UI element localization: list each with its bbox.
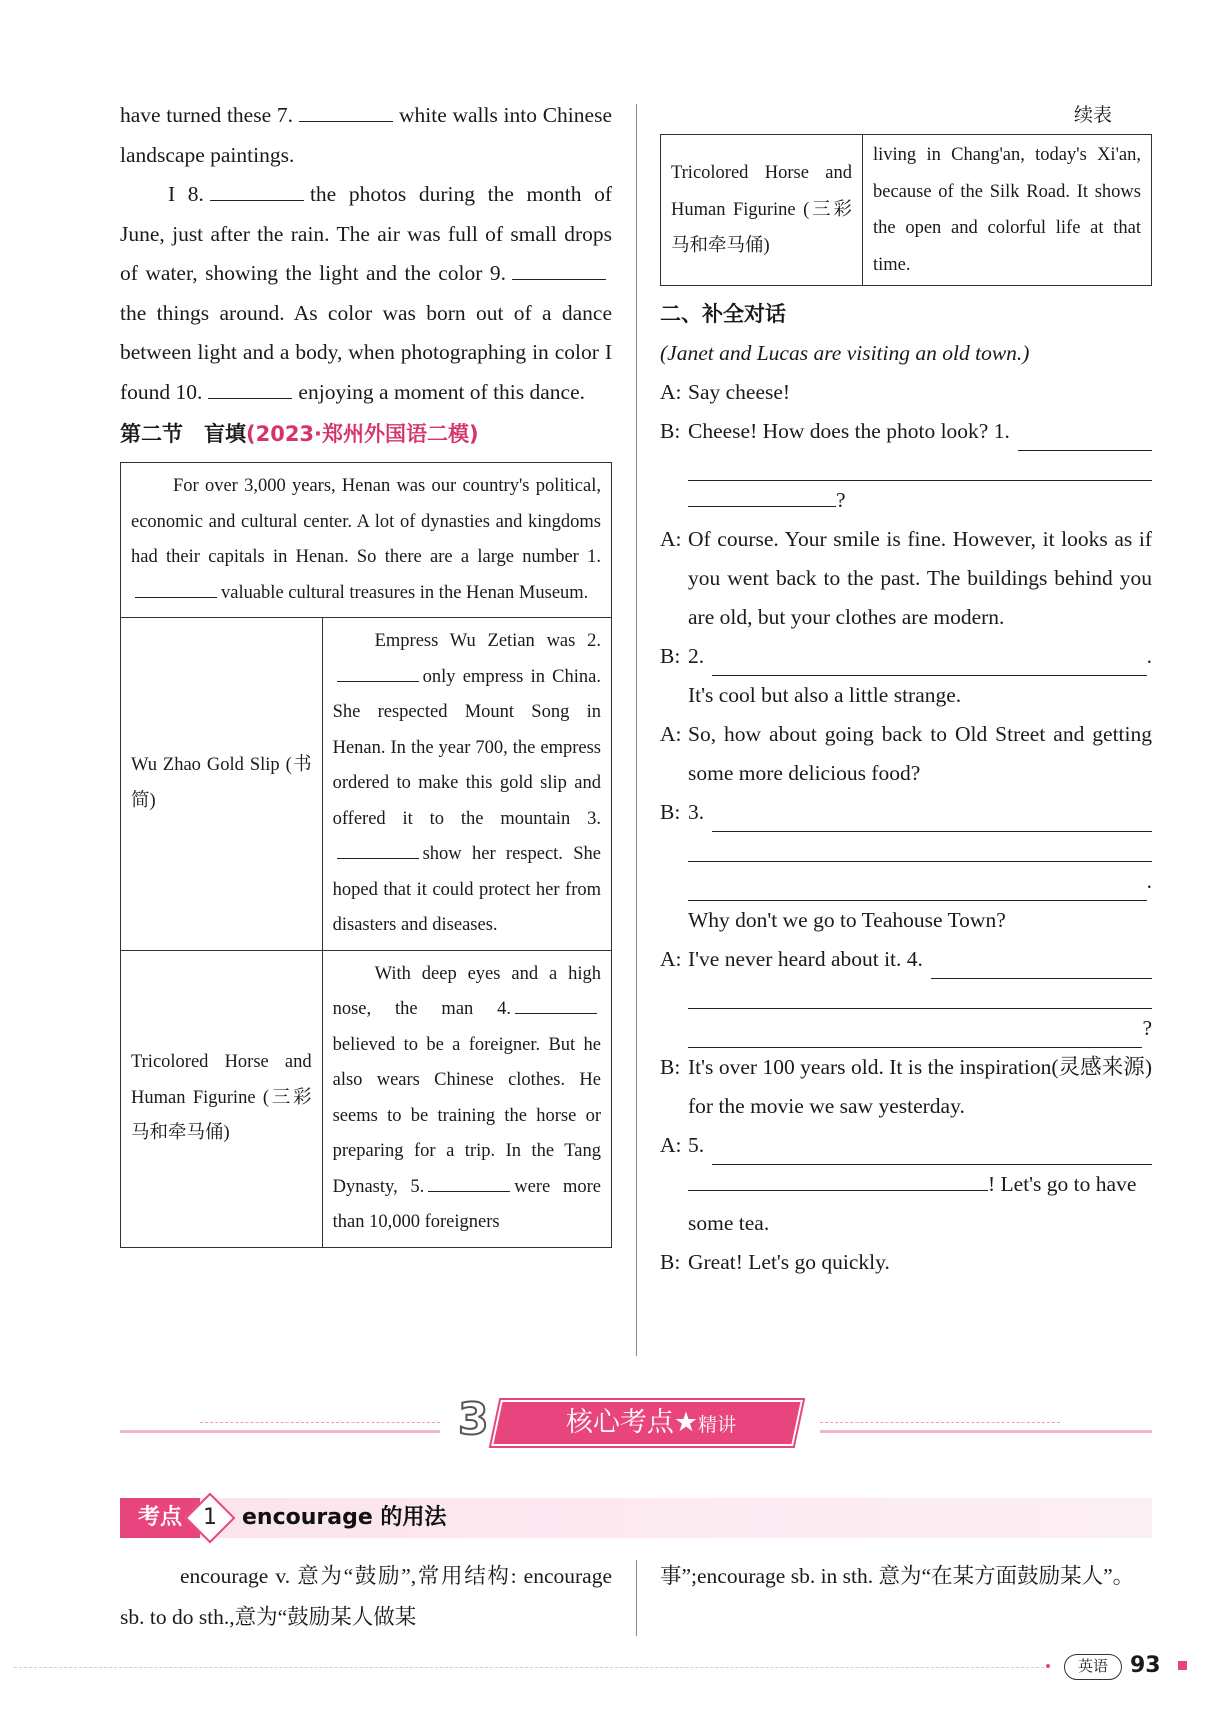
text: the photos during the month of June, just after the rain. The air was full of small drops of water, showing the light and the color 9.	[120, 182, 612, 285]
dialogue-line	[660, 481, 1152, 520]
text: valuable cultural treasures in the Henan Museum.	[221, 582, 589, 603]
text: show her respect. She hoped that it could protect her from disasters and diseases.	[332, 844, 601, 935]
speaker-label: B:	[660, 644, 681, 668]
banner-line-right	[820, 1430, 1152, 1433]
core-points-banner	[120, 1392, 1152, 1454]
table-blank-5[interactable]	[428, 1174, 510, 1192]
dialogue-text: Of course. Your smile is fine. However, it looks as if you went back to the past. The buildings behind you are old, but your clothes are modern.	[688, 527, 1152, 629]
key-point-bar	[120, 1498, 1152, 1538]
dialogue-line	[660, 1243, 1152, 1282]
punctuation: ?	[836, 488, 846, 512]
dialogue-text: ! Let's go to have some tea.	[688, 1172, 1137, 1235]
text: have turned these 7.	[120, 103, 293, 127]
right-column	[660, 96, 1152, 1282]
dialogue-text: It's cool but also a little strange.	[688, 683, 962, 707]
answer-line-5[interactable]	[712, 1139, 1152, 1165]
table-intro	[121, 463, 612, 618]
text: the things around. As color was born out of a dance between light and a body, when photographing in color I found 10.	[120, 300, 612, 404]
explanation-text: encourage v. 意为“鼓励”,常用结构: encourage sb. to do sth.,意为“鼓励某人做某	[120, 1564, 612, 1629]
dialogue-text: Say cheese!	[688, 380, 791, 404]
section-label: 第二节 盲填	[120, 422, 246, 446]
answer-line-3[interactable]	[688, 832, 1152, 862]
answer-line-4[interactable]	[688, 1022, 1142, 1048]
footer-square	[1178, 1661, 1187, 1670]
explanation-right	[660, 1556, 1152, 1597]
answer-line-3[interactable]	[712, 806, 1152, 832]
banner-subtitle: 精讲	[698, 1414, 737, 1436]
left-column	[120, 96, 612, 1248]
key-point-number: 1	[203, 1505, 217, 1530]
blank-8[interactable]	[210, 179, 304, 201]
subject-badge: 英语	[1064, 1654, 1122, 1680]
dialogue	[660, 373, 1152, 1282]
dialogue-line	[660, 715, 1152, 793]
dialogue-text: 3.	[688, 800, 705, 824]
dialogue-text: 5.	[688, 1133, 705, 1157]
table-blank-4[interactable]	[515, 996, 597, 1014]
dialogue-line	[660, 520, 1152, 637]
blank-7[interactable]	[299, 100, 393, 122]
footer-dot	[1046, 1664, 1050, 1668]
footer-line	[14, 1667, 1044, 1668]
key-point-title: encourage 的用法	[242, 1505, 447, 1530]
column-divider	[636, 104, 637, 1356]
table-row-text	[322, 950, 611, 1247]
banner-line-left	[120, 1430, 440, 1433]
table-row-text: living in Chang'an, today's Xi'an, because of the Silk Road. It shows the open and colorful life at that time.	[863, 135, 1152, 286]
answer-line-5[interactable]	[688, 1169, 988, 1191]
text: I 8.	[168, 182, 204, 206]
answer-line-2[interactable]	[712, 650, 1147, 676]
dialogue-text: So, how about going back to Old Street and getting some more delicious food?	[688, 722, 1152, 785]
blank-10[interactable]	[208, 377, 292, 399]
text: Empress Wu Zetian was 2.	[374, 631, 601, 651]
text: For over 3,000 years, Henan was our country's political, economic and cultural center. A lot of dynasties and kingdoms had their capitals in Henan. So there are a large number 1.	[131, 476, 601, 567]
speaker-label: A:	[660, 722, 682, 746]
blank-9[interactable]	[512, 258, 606, 280]
punctuation: .	[1146, 644, 1152, 668]
table-blank-2[interactable]	[337, 664, 419, 682]
banner-dash-left	[200, 1422, 440, 1423]
answer-line-4[interactable]	[931, 953, 1152, 979]
museum-table	[120, 462, 612, 1248]
dialogue-text: Cheese! How does the photo look? 1.	[688, 419, 1010, 443]
continued-table	[660, 134, 1152, 286]
answer-line-1[interactable]	[688, 485, 836, 507]
banner-dash-right	[820, 1422, 1060, 1423]
answer-line-4[interactable]	[688, 979, 1152, 1009]
dialogue-text: Why don't we go to Teahouse Town?	[688, 908, 1006, 932]
text: white walls into Chinese landscape paintings.	[120, 103, 612, 167]
dialogue-text: 2.	[688, 644, 705, 668]
dialogue-line	[660, 940, 1152, 979]
dialogue-line	[660, 373, 1152, 412]
page-number: 93	[1130, 1653, 1161, 1678]
punctuation: ?	[1142, 1016, 1152, 1040]
text: enjoying a moment of this dance.	[298, 379, 586, 404]
key-point-tag: 考点	[120, 1498, 200, 1538]
dialogue-line	[688, 862, 1152, 901]
explanation-left	[120, 1556, 612, 1638]
dialogue-line	[688, 1009, 1152, 1048]
text: were more than 10,000 foreigners	[332, 1176, 601, 1232]
dialogue-text: It's over 100 years old. It is the inspiration(灵感来源) for the movie we saw yesterday.	[688, 1055, 1152, 1118]
text: believed to be a foreigner. But he also wears Chinese clothes. He seems to be training the horse or preparing for a trip. In the Tang Dynasty, 5.	[332, 1034, 601, 1197]
bottom-divider	[636, 1560, 637, 1636]
dialogue-section-title: 二、补全对话	[660, 302, 786, 326]
dialogue-text: Great! Let's go quickly.	[688, 1250, 890, 1274]
text: only empress in China. She respected Mount Song in Henan. In the year 700, the empress ordered to make this gold slip and offered it to the mountain 3.	[332, 666, 601, 829]
table-blank-3[interactable]	[337, 841, 419, 859]
speaker-label: B:	[660, 419, 681, 443]
answer-line-1[interactable]	[1018, 425, 1152, 451]
explanation-text: 事”;encourage sb. in sth. 意为“在某方面鼓励某人”。	[660, 1564, 1135, 1588]
speaker-label: B:	[660, 1055, 681, 1079]
dialogue-line	[660, 1048, 1152, 1126]
banner-number: 3	[458, 1394, 489, 1445]
punctuation: .	[1146, 869, 1152, 893]
passage-paragraph-2	[120, 175, 612, 412]
dialogue-line	[660, 412, 1152, 451]
dialogue-text: I've never heard about it. 4.	[688, 947, 923, 971]
speaker-label: B:	[660, 800, 681, 824]
speaker-label: A:	[660, 1133, 682, 1157]
dialogue-scene: (Janet and Lucas are visiting an old town.)	[660, 341, 1030, 365]
speaker-label: B:	[660, 1250, 681, 1274]
table-row-text	[322, 618, 611, 951]
continued-label: 续表	[1073, 104, 1112, 126]
dialogue-line	[660, 1126, 1152, 1165]
speaker-label: A:	[660, 527, 682, 551]
text: With deep eyes and a high nose, the man 4.	[332, 963, 601, 1019]
table-row-label: Tricolored Horse and Human Figurine (三彩马和牵马俑)	[661, 135, 863, 286]
answer-line-1[interactable]	[688, 451, 1152, 481]
banner-title-text: 核心考点★	[565, 1407, 699, 1438]
passage-paragraph-1	[120, 96, 612, 175]
answer-line-3[interactable]	[688, 875, 1147, 901]
table-row-label: Tricolored Horse and Human Figurine (三彩马和牵马俑)	[121, 950, 323, 1247]
dialogue-line	[660, 1165, 1152, 1243]
banner-title	[516, 1400, 786, 1446]
speaker-label: A:	[660, 947, 682, 971]
table-row-label: Wu Zhao Gold Slip (书简)	[121, 618, 323, 951]
section-source: (2023·郑州外国语二模)	[246, 422, 479, 446]
dialogue-line	[660, 637, 1152, 676]
dialogue-line	[660, 793, 1152, 832]
section-title	[120, 414, 612, 454]
table-blank-1[interactable]	[135, 580, 217, 598]
speaker-label: A:	[660, 380, 682, 404]
